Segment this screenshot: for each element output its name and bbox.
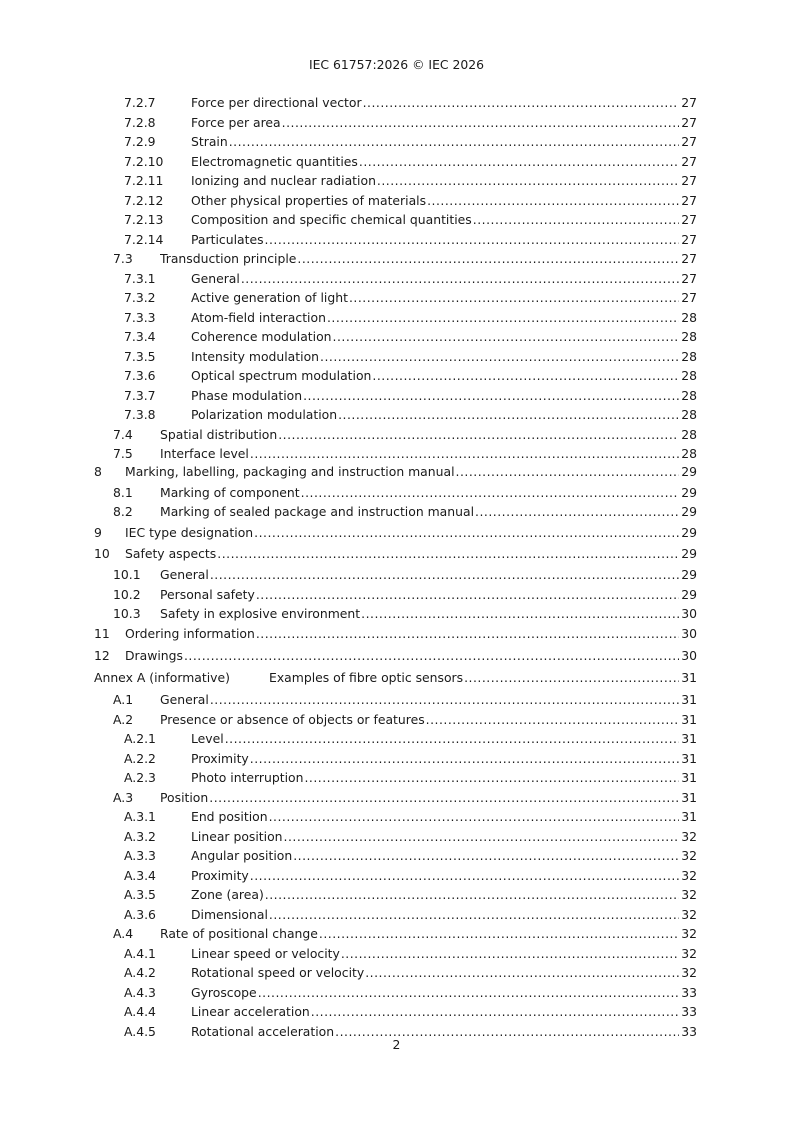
toc-leader-dots <box>210 566 679 583</box>
toc-entry-page: 28 <box>681 387 697 403</box>
toc-entry-title: Rate of positional change <box>160 926 318 941</box>
toc-entry-page: 31 <box>681 750 697 766</box>
toc-entry-title-wrap <box>191 886 679 903</box>
toc-entry[interactable] <box>0 231 793 248</box>
toc-entry-title: Position <box>160 789 209 805</box>
toc-entry[interactable] <box>0 847 793 864</box>
toc-entry[interactable] <box>0 867 793 884</box>
toc-entry-number: 11 <box>94 626 110 641</box>
toc-entry-number: A.3.6 <box>124 906 156 922</box>
toc-entry-title-wrap <box>191 114 679 131</box>
toc-entry-page: 32 <box>681 848 697 863</box>
toc-entry-title-wrap <box>125 545 679 562</box>
toc-leader-dots <box>464 669 679 686</box>
toc-entry-number: 10.2 <box>113 586 141 602</box>
toc-entry-title-wrap <box>160 503 679 520</box>
toc-leader-dots <box>359 153 679 170</box>
toc-entry[interactable] <box>0 328 793 345</box>
toc-entry-title-wrap <box>191 348 679 365</box>
toc-entry-title-wrap <box>191 945 679 962</box>
toc-leader-dots <box>473 211 679 228</box>
toc-entry[interactable] <box>0 586 793 603</box>
toc-entry-number: A.3.2 <box>124 828 156 844</box>
toc-entry-title: General <box>160 692 209 707</box>
toc-entry[interactable] <box>0 445 793 462</box>
toc-entry-title: Proximity <box>191 867 249 883</box>
toc-entry-title: Safety in explosive environment <box>160 606 361 621</box>
toc-entry-number: 8.1 <box>113 485 133 500</box>
toc-entry-number: A.4 <box>113 926 134 941</box>
toc-entry-title: Other physical properties of materials <box>191 192 427 208</box>
toc-entry-number: 7.3 <box>113 251 133 266</box>
toc-leader-dots <box>333 328 679 345</box>
toc-entry[interactable] <box>0 566 793 583</box>
toc-entry-page: 28 <box>681 446 697 461</box>
toc-entry-title-wrap <box>191 367 679 384</box>
toc-entry[interactable] <box>0 309 793 326</box>
toc-entry-title-wrap <box>191 964 679 981</box>
toc-entry-title-wrap <box>191 406 679 423</box>
toc-entry-number: A.3.4 <box>124 867 156 883</box>
toc-entry-number: 7.2.9 <box>124 134 156 149</box>
toc-entry-number: 7.3.1 <box>124 270 156 286</box>
toc-entry-title-wrap <box>191 289 679 306</box>
toc-leader-dots <box>361 605 679 622</box>
toc-entry[interactable] <box>0 964 793 981</box>
toc-entry-page: 31 <box>681 789 697 805</box>
toc-entry-title: Marking of component <box>160 485 300 500</box>
toc-entry-title-wrap <box>160 566 679 583</box>
toc-entry-number: A.4.1 <box>124 945 156 961</box>
toc-entry-title: Angular position <box>191 848 293 863</box>
toc-entry[interactable] <box>0 524 793 541</box>
toc-entry[interactable] <box>0 711 793 728</box>
toc-leader-dots <box>269 808 679 825</box>
toc-entry-title: Examples of fibre optic sensors <box>269 670 464 685</box>
toc-leader-dots <box>301 484 679 501</box>
toc-leader-dots <box>327 309 679 326</box>
toc-entry-title: Gyroscope <box>191 984 257 1000</box>
toc-leader-dots <box>338 406 679 423</box>
toc-entry-page: 27 <box>681 95 697 110</box>
toc-entry-title-wrap <box>191 192 679 209</box>
toc-entry-title-wrap <box>160 925 679 942</box>
toc-entry-page: 33 <box>681 1023 697 1039</box>
toc-entry-title: Force per directional vector <box>191 95 362 110</box>
toc-entry-number: 12 <box>94 648 110 663</box>
toc-entry-title: Linear speed or velocity <box>191 945 340 961</box>
toc-entry[interactable] <box>0 886 793 903</box>
toc-leader-dots <box>250 445 679 462</box>
toc-leader-dots <box>365 964 679 981</box>
toc-leader-dots <box>258 984 679 1001</box>
toc-entry-page: 32 <box>681 867 697 883</box>
toc-leader-dots <box>319 925 679 942</box>
toc-entry-number: 7.2.14 <box>124 231 164 247</box>
toc-entry-title-wrap <box>191 828 679 845</box>
toc-entry-page: 27 <box>681 251 697 266</box>
toc-entry[interactable] <box>0 984 793 1001</box>
toc-entry-title: IEC type designation <box>125 525 254 540</box>
toc-entry-title: Zone (area) <box>191 887 264 902</box>
toc-leader-dots <box>269 906 679 923</box>
toc-entry-page: 32 <box>681 828 697 844</box>
toc-leader-dots <box>282 114 679 131</box>
toc-entry-page: 27 <box>681 173 697 188</box>
toc-entry-title: Atom-field interaction <box>191 309 326 325</box>
toc-entry-title-wrap <box>160 586 679 603</box>
toc-entry-number: A.3 <box>113 789 134 805</box>
toc-entry-title-wrap <box>191 270 679 287</box>
toc-entry-title: Linear position <box>191 828 283 844</box>
toc-entry-number: A.4.2 <box>124 965 156 980</box>
toc-entry-title: Proximity <box>191 750 249 766</box>
toc-entry-page: 27 <box>681 212 697 227</box>
toc-entry-title-wrap <box>191 211 679 228</box>
toc-entry-title: Intensity modulation <box>191 348 320 364</box>
toc-entry[interactable] <box>0 605 793 622</box>
toc-entry[interactable] <box>0 153 793 170</box>
toc-entry[interactable] <box>0 1003 793 1020</box>
toc-entry-page: 27 <box>681 192 697 208</box>
toc-entry[interactable] <box>0 730 793 747</box>
toc-leader-dots <box>377 172 679 189</box>
toc-entry-title: Photo interruption <box>191 770 304 785</box>
toc-entry-page: 28 <box>681 368 697 383</box>
toc-entry-title-wrap <box>125 463 679 480</box>
toc-entry[interactable] <box>0 114 793 131</box>
toc-entry[interactable] <box>0 828 793 845</box>
toc-entry-page: 27 <box>681 114 697 130</box>
toc-entry-page: 27 <box>681 270 697 286</box>
toc-entry[interactable] <box>0 484 793 501</box>
toc-entry-title: Dimensional <box>191 906 268 922</box>
toc-entry-title: Personal safety <box>160 586 255 602</box>
toc-entry[interactable] <box>0 270 793 287</box>
toc-entry[interactable] <box>0 789 793 806</box>
toc-entry-number: A.2.3 <box>124 770 156 785</box>
toc-entry-number: A.2 <box>113 711 134 727</box>
toc-entry[interactable] <box>0 367 793 384</box>
toc-entry-number: 7.3.6 <box>124 368 156 383</box>
toc-entry-page: 31 <box>681 770 697 785</box>
toc-entry-number: Annex A (informative) <box>94 670 230 685</box>
toc-entry-number: 7.2.10 <box>124 153 164 169</box>
toc-entry-page: 29 <box>681 567 697 582</box>
toc-leader-dots <box>256 625 679 642</box>
toc-entry-title-wrap <box>191 750 679 767</box>
toc-entry-title-wrap <box>191 172 679 189</box>
toc-entry-title-wrap <box>191 730 679 747</box>
toc-entry-number: 7.4 <box>113 426 133 442</box>
toc-entry-page: 29 <box>681 525 697 540</box>
toc-entry-page: 30 <box>681 626 697 641</box>
toc-entry-page: 31 <box>681 670 697 685</box>
toc-entry-title: Composition and specific chemical quantities <box>191 212 472 227</box>
toc-entry-title-wrap <box>160 426 679 443</box>
toc-entry[interactable] <box>0 769 793 786</box>
toc-leader-dots <box>184 647 679 664</box>
toc-entry-title: Phase modulation <box>191 387 303 403</box>
toc-entry-page: 27 <box>681 231 697 247</box>
toc-leader-dots <box>250 867 679 884</box>
toc-entry-title: Linear acceleration <box>191 1004 310 1019</box>
toc-entry-page: 33 <box>681 1004 697 1019</box>
toc-entry[interactable] <box>0 192 793 209</box>
toc-entry-page: 33 <box>681 984 697 1000</box>
toc-entry-title-wrap <box>160 445 679 462</box>
toc-entry-title-wrap <box>191 153 679 170</box>
toc-entry-number: A.4.3 <box>124 984 156 1000</box>
toc-entry-title: Transduction principle <box>160 251 297 266</box>
toc-entry-number: A.1 <box>113 692 134 707</box>
toc-entry-number: A.2.1 <box>124 731 156 746</box>
toc-entry-title: Electromagnetic quantities <box>191 153 358 169</box>
toc-leader-dots <box>256 586 679 603</box>
toc-entry-page: 32 <box>681 926 697 941</box>
toc-entry-title-wrap <box>191 133 679 150</box>
toc-entry-title-wrap <box>160 789 679 806</box>
toc-entry-title: Ordering information <box>125 626 255 641</box>
toc-entry-title-wrap <box>191 1003 679 1020</box>
toc-leader-dots <box>265 886 679 903</box>
toc-entry[interactable] <box>0 925 793 942</box>
toc-entry-title: Level <box>191 731 224 746</box>
toc-entry-page: 30 <box>681 648 697 663</box>
toc-leader-dots <box>304 769 679 786</box>
toc-entry-number: 7.2.12 <box>124 192 164 208</box>
toc-leader-dots <box>250 750 679 767</box>
toc-entry-number: 7.3.4 <box>124 329 156 344</box>
toc-leader-dots <box>372 367 679 384</box>
toc-entry-title: Spatial distribution <box>160 426 278 442</box>
toc-entry[interactable] <box>0 406 793 423</box>
toc-entry-title-wrap <box>160 691 679 708</box>
toc-entry-number: A.2.2 <box>124 750 156 766</box>
toc-entry-title-wrap <box>125 647 679 664</box>
toc-entry-page: 28 <box>681 426 697 442</box>
toc-entry[interactable] <box>0 289 793 306</box>
toc-entry-number: 9 <box>94 525 102 540</box>
toc-entry-number: A.4.5 <box>124 1023 156 1039</box>
toc-leader-dots <box>265 231 679 248</box>
toc-entry-title: Active generation of light <box>191 290 348 305</box>
toc-entry-page: 27 <box>681 134 697 149</box>
toc-entry-page: 29 <box>681 504 697 519</box>
toc-entry-title-wrap <box>191 867 679 884</box>
toc-entry-page: 31 <box>681 809 697 824</box>
toc-entry-title: General <box>191 270 240 286</box>
toc-entry[interactable] <box>0 211 793 228</box>
toc-entry-number: A.3.5 <box>124 887 156 902</box>
toc-entry-number: 10 <box>94 546 110 561</box>
toc-entry[interactable] <box>0 426 793 443</box>
toc-entry-number: 7.5 <box>113 446 133 461</box>
toc-entry-title-wrap <box>160 711 679 728</box>
toc-entry[interactable] <box>0 691 793 708</box>
toc-entry[interactable] <box>0 94 793 111</box>
toc-entry-title: Optical spectrum modulation <box>191 368 372 383</box>
toc-entry-page: 29 <box>681 485 697 500</box>
toc-entry-title-wrap <box>191 309 679 326</box>
toc-entry[interactable] <box>0 463 793 480</box>
toc-entry-number: 7.3.7 <box>124 387 156 403</box>
toc-entry-title: Strain <box>191 134 228 149</box>
toc-entry-title: Polarization modulation <box>191 407 338 422</box>
toc-leader-dots <box>456 463 679 480</box>
toc-leader-dots <box>349 289 679 306</box>
toc-leader-dots <box>241 270 679 287</box>
toc-entry-title: Coherence modulation <box>191 329 332 344</box>
toc-entry-title: Rotational acceleration <box>191 1023 335 1039</box>
toc-leader-dots <box>284 828 679 845</box>
toc-entry-number: 7.3.2 <box>124 290 156 305</box>
toc-entry-page: 32 <box>681 965 697 980</box>
toc-entry-page: 28 <box>681 309 697 325</box>
toc-entry-title-wrap <box>191 94 679 111</box>
toc-entry-title-wrap <box>191 231 679 248</box>
toc-leader-dots <box>278 426 679 443</box>
toc-entry-page: 27 <box>681 153 697 169</box>
toc-entry-title: Marking, labelling, packaging and instruction manual <box>125 464 455 479</box>
toc-entry-number: 7.3.5 <box>124 348 156 364</box>
toc-entry[interactable] <box>0 906 793 923</box>
toc-leader-dots <box>363 94 679 111</box>
toc-entry-page: 29 <box>681 464 697 479</box>
toc-entry-title-wrap <box>191 328 679 345</box>
toc-entry-title: General <box>160 567 209 582</box>
toc-entry-page: 28 <box>681 348 697 364</box>
toc-entry-title: Presence or absence of objects or features <box>160 711 425 727</box>
toc-entry[interactable] <box>0 503 793 520</box>
page-header: IEC 61757:2026 © IEC 2026 <box>308 57 485 72</box>
toc-entry-number: 7.2.11 <box>124 173 164 188</box>
toc-entry-title-wrap <box>160 484 679 501</box>
toc-entry-page: 29 <box>681 546 697 561</box>
toc-entry[interactable] <box>0 172 793 189</box>
toc-entry-page: 32 <box>681 906 697 922</box>
toc-entry-title-wrap <box>269 669 679 686</box>
toc-entry-title: Force per area <box>191 114 281 130</box>
toc-entry-number: 7.3.8 <box>124 407 156 422</box>
toc-entry-number: A.4.4 <box>124 1004 156 1019</box>
toc-entry[interactable] <box>0 808 793 825</box>
toc-leader-dots <box>254 524 679 541</box>
toc-entry-page: 32 <box>681 887 697 902</box>
toc-entry-page: 31 <box>681 711 697 727</box>
toc-leader-dots <box>475 503 679 520</box>
toc-leader-dots <box>293 847 679 864</box>
toc-entry[interactable] <box>0 545 793 562</box>
toc-entry-title-wrap <box>191 808 679 825</box>
toc-leader-dots <box>311 1003 679 1020</box>
toc-entry-title-wrap <box>191 906 679 923</box>
toc-entry-title: Rotational speed or velocity <box>191 965 365 980</box>
toc-entry[interactable] <box>0 647 793 664</box>
toc-entry[interactable] <box>0 669 793 686</box>
toc-entry[interactable] <box>0 133 793 150</box>
toc-entry-number: 10.1 <box>113 567 141 582</box>
toc-entry-number: 7.2.13 <box>124 212 164 227</box>
page-number: 2 <box>392 1037 401 1052</box>
toc-entry-title-wrap <box>160 605 679 622</box>
toc-entry-title-wrap <box>160 250 679 267</box>
toc-entry[interactable] <box>0 387 793 404</box>
toc-leader-dots <box>210 691 679 708</box>
toc-entry-title-wrap <box>191 387 679 404</box>
toc-entry-number: 10.3 <box>113 606 141 621</box>
toc-entry-title-wrap <box>191 769 679 786</box>
toc-entry-title-wrap <box>191 984 679 1001</box>
toc-entry[interactable] <box>0 625 793 642</box>
toc-leader-dots <box>209 789 679 806</box>
toc-entry-title: Safety aspects <box>125 546 217 561</box>
toc-entry-number: A.3.3 <box>124 848 156 863</box>
toc-entry-number: 7.3.3 <box>124 309 156 325</box>
toc-entry-title: Ionizing and nuclear radiation <box>191 173 376 188</box>
toc-entry-page: 32 <box>681 945 697 961</box>
toc-entry-page: 30 <box>681 606 697 621</box>
toc-entry-title: Marking of sealed package and instruction manual <box>160 504 475 519</box>
toc-leader-dots <box>320 348 679 365</box>
toc-entry[interactable] <box>0 348 793 365</box>
toc-entry-page: 31 <box>681 731 697 746</box>
toc-entry[interactable] <box>0 750 793 767</box>
toc-entry-page: 28 <box>681 329 697 344</box>
toc-leader-dots <box>426 711 679 728</box>
toc-entry-title-wrap <box>191 847 679 864</box>
toc-entry-title: Drawings <box>125 648 183 663</box>
toc-entry-number: 7.2.8 <box>124 114 156 130</box>
toc-entry-page: 29 <box>681 586 697 602</box>
toc-entry-number: 8.2 <box>113 504 133 519</box>
toc-entry[interactable] <box>0 250 793 267</box>
toc-entry-title-wrap <box>125 625 679 642</box>
toc-entry-title-wrap <box>125 524 679 541</box>
toc-leader-dots <box>217 545 679 562</box>
toc-entry-number: 8 <box>94 464 102 479</box>
toc-leader-dots <box>341 945 679 962</box>
toc-entry-page: 28 <box>681 407 697 422</box>
toc-leader-dots <box>427 192 679 209</box>
toc-leader-dots <box>303 387 679 404</box>
toc-leader-dots <box>229 133 679 150</box>
toc-entry-page: 31 <box>681 692 697 707</box>
toc-entry-page: 27 <box>681 290 697 305</box>
toc-entry-number: 7.2.7 <box>124 95 156 110</box>
toc-entry[interactable] <box>0 945 793 962</box>
toc-leader-dots <box>297 250 679 267</box>
toc-entry-number: A.3.1 <box>124 809 156 824</box>
toc-entry-title: Particulates <box>191 231 264 247</box>
toc-entry-title: Interface level <box>160 446 249 461</box>
toc-leader-dots <box>225 730 679 747</box>
toc-entry-title: End position <box>191 809 268 824</box>
